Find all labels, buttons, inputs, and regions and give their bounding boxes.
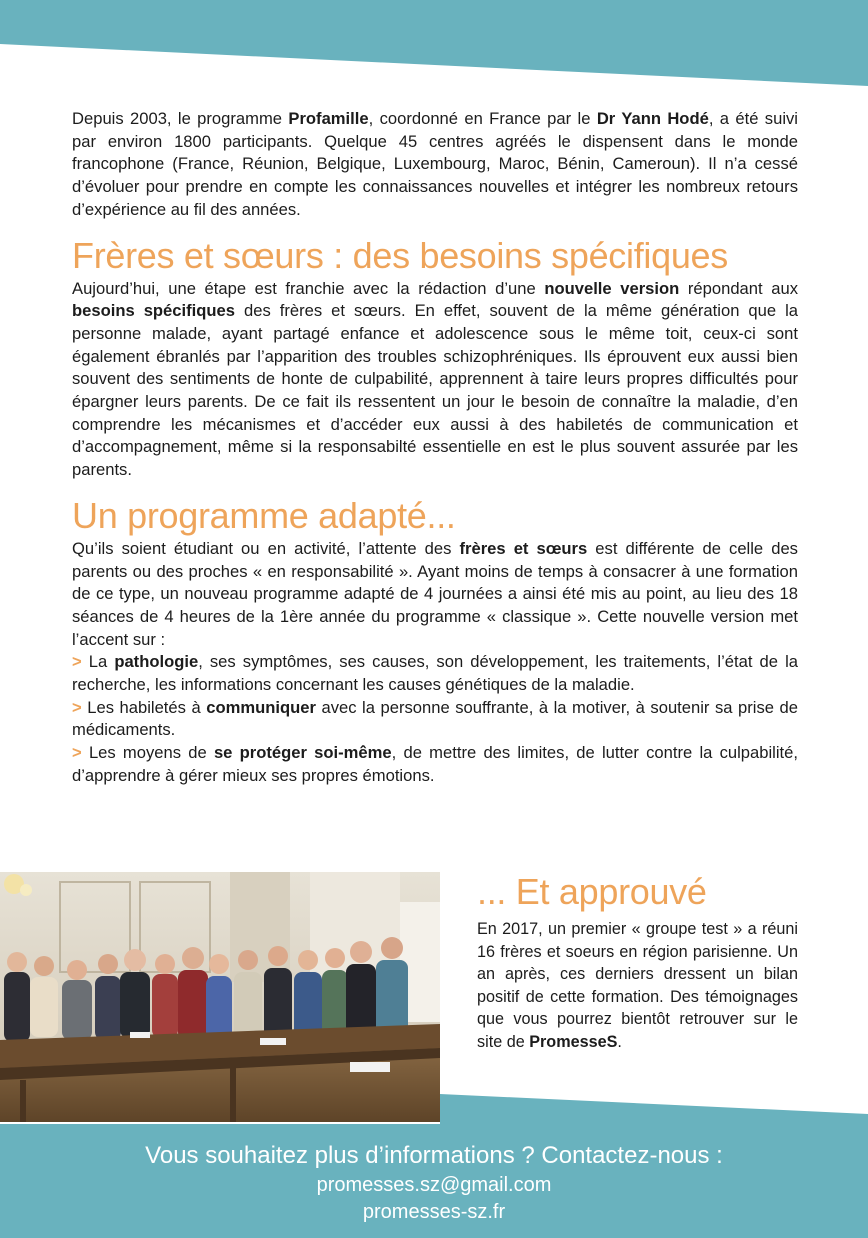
main-content xyxy=(72,108,798,788)
text-run: . xyxy=(617,1032,622,1051)
text-run: La xyxy=(88,652,115,672)
footer-contact xyxy=(0,1140,868,1226)
text-run: Les habiletés à xyxy=(87,697,207,717)
bullet-marker: > xyxy=(72,743,82,763)
text-run: Qu’ils soient étudiant ou en activité, l’attente des xyxy=(72,538,460,558)
footer-email-link[interactable]: promesses.sz@gmail.com xyxy=(316,1174,552,1196)
text-run: , ses symptômes, ses causes, son développement, les traitements, l’état de la recherche, les informations concernant les causes génétiques de la maladie. xyxy=(72,652,798,695)
approved-section xyxy=(477,872,798,1054)
text-run: répondant aux xyxy=(679,278,798,298)
text-run: Depuis 2003, le programme xyxy=(72,109,289,128)
emphasis-text: besoins spécifiques xyxy=(72,301,235,321)
top-decorative-band xyxy=(0,0,868,90)
emphasis-text: se protéger soi-même xyxy=(213,743,392,763)
text-run: avec la personne souffrante, à la motiver, à soutenir sa prise de médicaments. xyxy=(72,697,798,740)
emphasis-text: nouvelle version xyxy=(544,278,680,298)
top-band-shape xyxy=(0,0,868,86)
group-photo-illustration xyxy=(0,872,440,1122)
emphasis-text: pathologie xyxy=(114,652,199,672)
text-run: En 2017, un premier « groupe test » a réuni 16 frères et soeurs en région parisienne. Un an après, ces derniers dressent un bilan positif de cette formation. Des témoignages que vous pourrez bientôt retrouver sur le site de xyxy=(477,920,798,1051)
emphasis-text: Profamille xyxy=(288,109,369,128)
emphasis-text: communiquer xyxy=(206,697,316,717)
bullet-text xyxy=(72,652,798,694)
group-photo xyxy=(0,872,440,1122)
bullet-text xyxy=(72,743,798,785)
footer-website-link[interactable]: promesses-sz.fr xyxy=(362,1201,506,1223)
intro-paragraph xyxy=(72,108,798,222)
bullet-marker: > xyxy=(72,652,82,672)
text-run: est différente de celle des parents ou des proches « en responsabilité ». Ayant moins de temps à consacrer à une formation de ce type, un nouveau programme adapté de 4 journées a ainsi été mis au point, au lieu des 18 séances de 4 heures de la 1ère année du programme « classique ». Cette nouvelle version met l’accent sur : xyxy=(72,538,798,649)
section-title-program: Un programme adapté... xyxy=(72,494,456,536)
text-run: , coordonné en France par le xyxy=(368,109,597,128)
section-title-approved: ... Et approuvé xyxy=(477,871,707,912)
section-title-siblings: Frères et sœurs : des besoins spécifiques xyxy=(72,234,728,276)
siblings-paragraph xyxy=(72,278,798,482)
text-run: Les moyens de xyxy=(88,743,214,763)
footer-title: Vous souhaitez plus d’informations ? Contactez-nous : xyxy=(145,1142,723,1169)
text-run: Aujourd’hui, une étape est franchie avec la rédaction d’une xyxy=(72,278,545,298)
emphasis-text: PromesseS xyxy=(529,1032,618,1051)
program-paragraph xyxy=(72,538,798,652)
bullet-marker: > xyxy=(72,697,82,717)
bullet-pathology xyxy=(72,651,798,696)
text-run: des frères et sœurs. En effet, souvent de la même génération que la personne malade, ayant partagé enfance et adolescence sous le même toit, ceux-ci sont également ébranlés par l’apparition des troubles schizophréniques. Ils éprouvent eux aussi bien souvent des sentiments de honte de culpabilité, apprennent à taire leurs propres difficultés pour épargner leurs parents. De ce fait ils ressentent un jour le besoin de connaître la maladie, d’en comprendre les mécanismes et d’accéder eux aussi à des habiletés de communication et d’accompagnement, même si la responsabilté essentielle en est le plus souvent assurée par les parents. xyxy=(72,301,798,480)
emphasis-text: frères et sœurs xyxy=(459,538,588,558)
emphasis-text: Dr Yann Hodé xyxy=(596,109,709,128)
bullet-communicate xyxy=(72,697,798,742)
text-run: , de mettre des limites, de lutter contre la culpabilité, d’apprendre à gérer mieux ses propres émotions. xyxy=(72,743,798,785)
bullet-protect xyxy=(72,742,798,787)
text-run: , a été suivi par environ 1800 participants. Quelque 45 centres agréés le dispensent dans le monde francophone (France, Réunion, Belgique, Luxembourg, Maroc, Bénin, Cameroun). Il n’a cessé d’évoluer pour prendre en compte les connaissances nouvelles et intégrer les nombreux retours d’expérience au fil des années. xyxy=(72,109,798,219)
program-bullet-list xyxy=(72,651,798,787)
approved-paragraph xyxy=(477,918,798,1054)
bullet-text xyxy=(72,698,798,740)
